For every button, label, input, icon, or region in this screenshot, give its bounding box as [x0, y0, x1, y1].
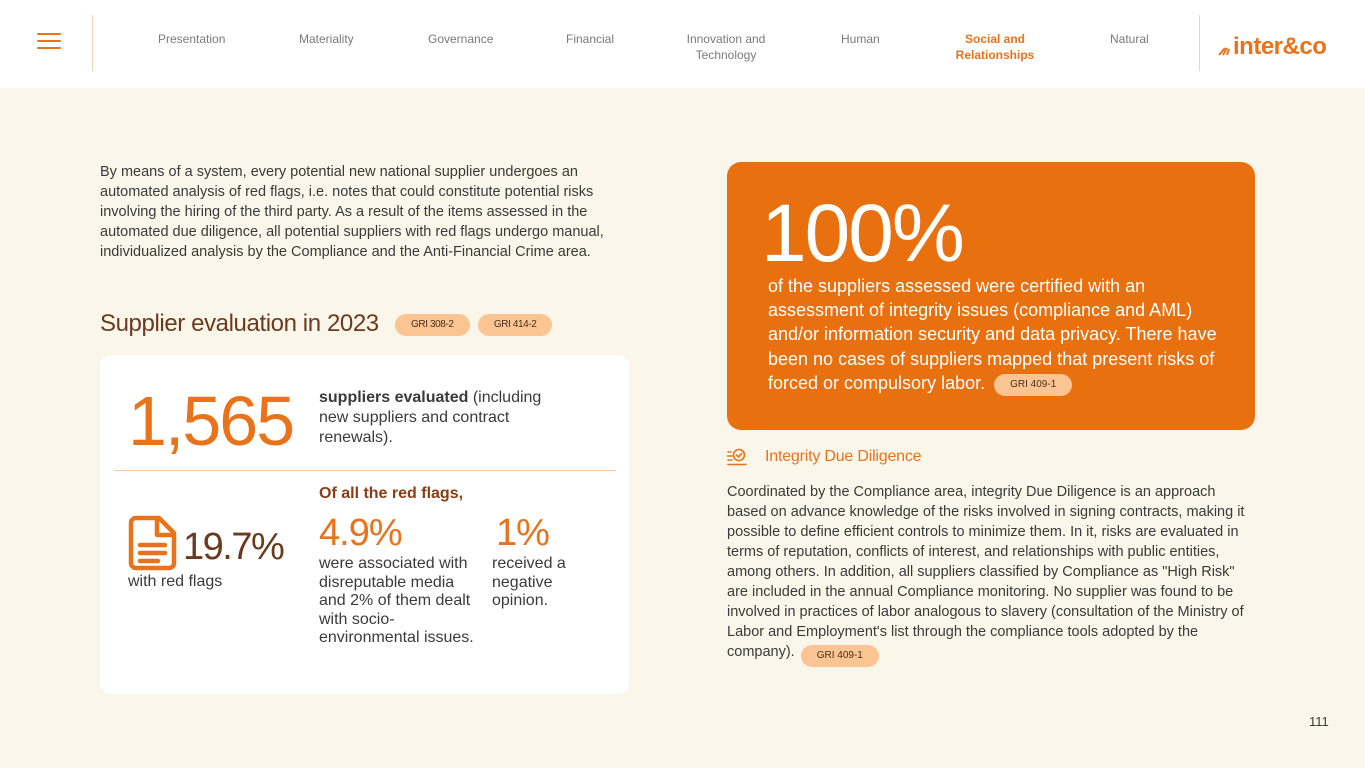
integrity-due-diligence-body: [727, 482, 1257, 667]
hamburger-menu-icon[interactable]: [37, 31, 61, 51]
card-divider: [114, 470, 616, 471]
document-icon: [128, 515, 178, 571]
nav-divider: [92, 15, 93, 71]
gri-tag[interactable]: GRI 409-1: [801, 645, 879, 667]
nav-item-materiality[interactable]: Materiality: [299, 32, 354, 46]
nav-divider: [1199, 15, 1200, 71]
integrity-due-diligence-title: Integrity Due Diligence: [765, 448, 922, 465]
suppliers-evaluated-description: [319, 388, 569, 448]
nav-item-financial[interactable]: Financial: [566, 32, 615, 46]
sun-rays-icon: [1218, 42, 1232, 56]
evaluated-bold-text: suppliers evaluated: [319, 389, 469, 406]
evaluated-rest-text: (including new suppliers and contract renewals).: [319, 389, 542, 446]
red-flags-heading: Of all the red flags,: [319, 485, 464, 502]
gri-tag[interactable]: GRI 409-1: [994, 374, 1072, 396]
certified-description-text: of the suppliers assessed were certified with an assessment of integrity issues (compliance and AML) and/or information security and data privacy. There have been no cases of suppliers mapped that present risks of forced or compulsory labor.: [768, 276, 1217, 393]
negative-opinion-percentage: 1%: [496, 512, 549, 554]
speed-check-icon: [727, 447, 747, 467]
gri-tag[interactable]: GRI 308-2: [395, 314, 470, 336]
suppliers-evaluated-number: 1,565: [128, 382, 294, 460]
integrity-body-text: Coordinated by the Compliance area, integrity Due Diligence is an approach based on advance knowledge of the risks involved in signing contracts, making it possible to define efficient controls to minimize them. In it, risks are evaluated in terms of reputation, conflicts of interest, and relationships with public entities, among others. In addition, all suppliers classified by Compliance as "High Risk" are included in the annual Compliance monitoring. No supplier was found to be involved in practices of labor analogous to slavery (consultation of the Ministry of Labor and Employment's list through the compliance tools adopted by the company).: [727, 484, 1245, 660]
top-navigation-bar: [0, 0, 1365, 88]
page-number: 111: [1309, 714, 1329, 729]
intro-paragraph: By means of a system, every potential new national supplier undergoes an automated analysis of red flags, i.e. notes that could constitute potential risks involving the hiring of the third party. As a result of the items assessed in the automated due diligence, all potential suppliers with red flags undergo manual, individualized analysis by the Compliance and the Anti-Financial Crime area.: [100, 164, 604, 260]
certified-percentage: 100%: [761, 188, 963, 279]
red-flags-percentage: 19.7%: [183, 526, 284, 568]
disreputable-media-description: were associated with disreputable media and 2% of them dealt with socio-environmental issues.: [319, 555, 474, 646]
section-title-text: Supplier evaluation in 2023: [100, 310, 379, 337]
interco-logo[interactable]: [1218, 33, 1326, 61]
supplier-stats-card: [100, 355, 629, 694]
certified-description: [768, 274, 1218, 396]
nav-item-innovation-technology[interactable]: Innovation and Technology: [686, 32, 766, 62]
nav-item-presentation[interactable]: Presentation: [158, 32, 226, 46]
negative-opinion-description: received a negative opinion.: [492, 555, 566, 609]
certification-highlight-box: [727, 162, 1255, 430]
nav-item-governance[interactable]: Governance: [428, 32, 494, 46]
nav-item-natural[interactable]: Natural: [1110, 32, 1149, 46]
logo-wordmark: inter&co: [1233, 33, 1327, 60]
gri-tag[interactable]: GRI 414-2: [478, 314, 553, 336]
nav-item-social-relationships[interactable]: Social and Relationships: [955, 32, 1035, 62]
supplier-evaluation-heading: [100, 310, 552, 338]
nav-item-human[interactable]: Human: [841, 32, 880, 46]
red-flags-label: with red flags: [128, 573, 223, 590]
disreputable-media-percentage: 4.9%: [319, 512, 402, 554]
